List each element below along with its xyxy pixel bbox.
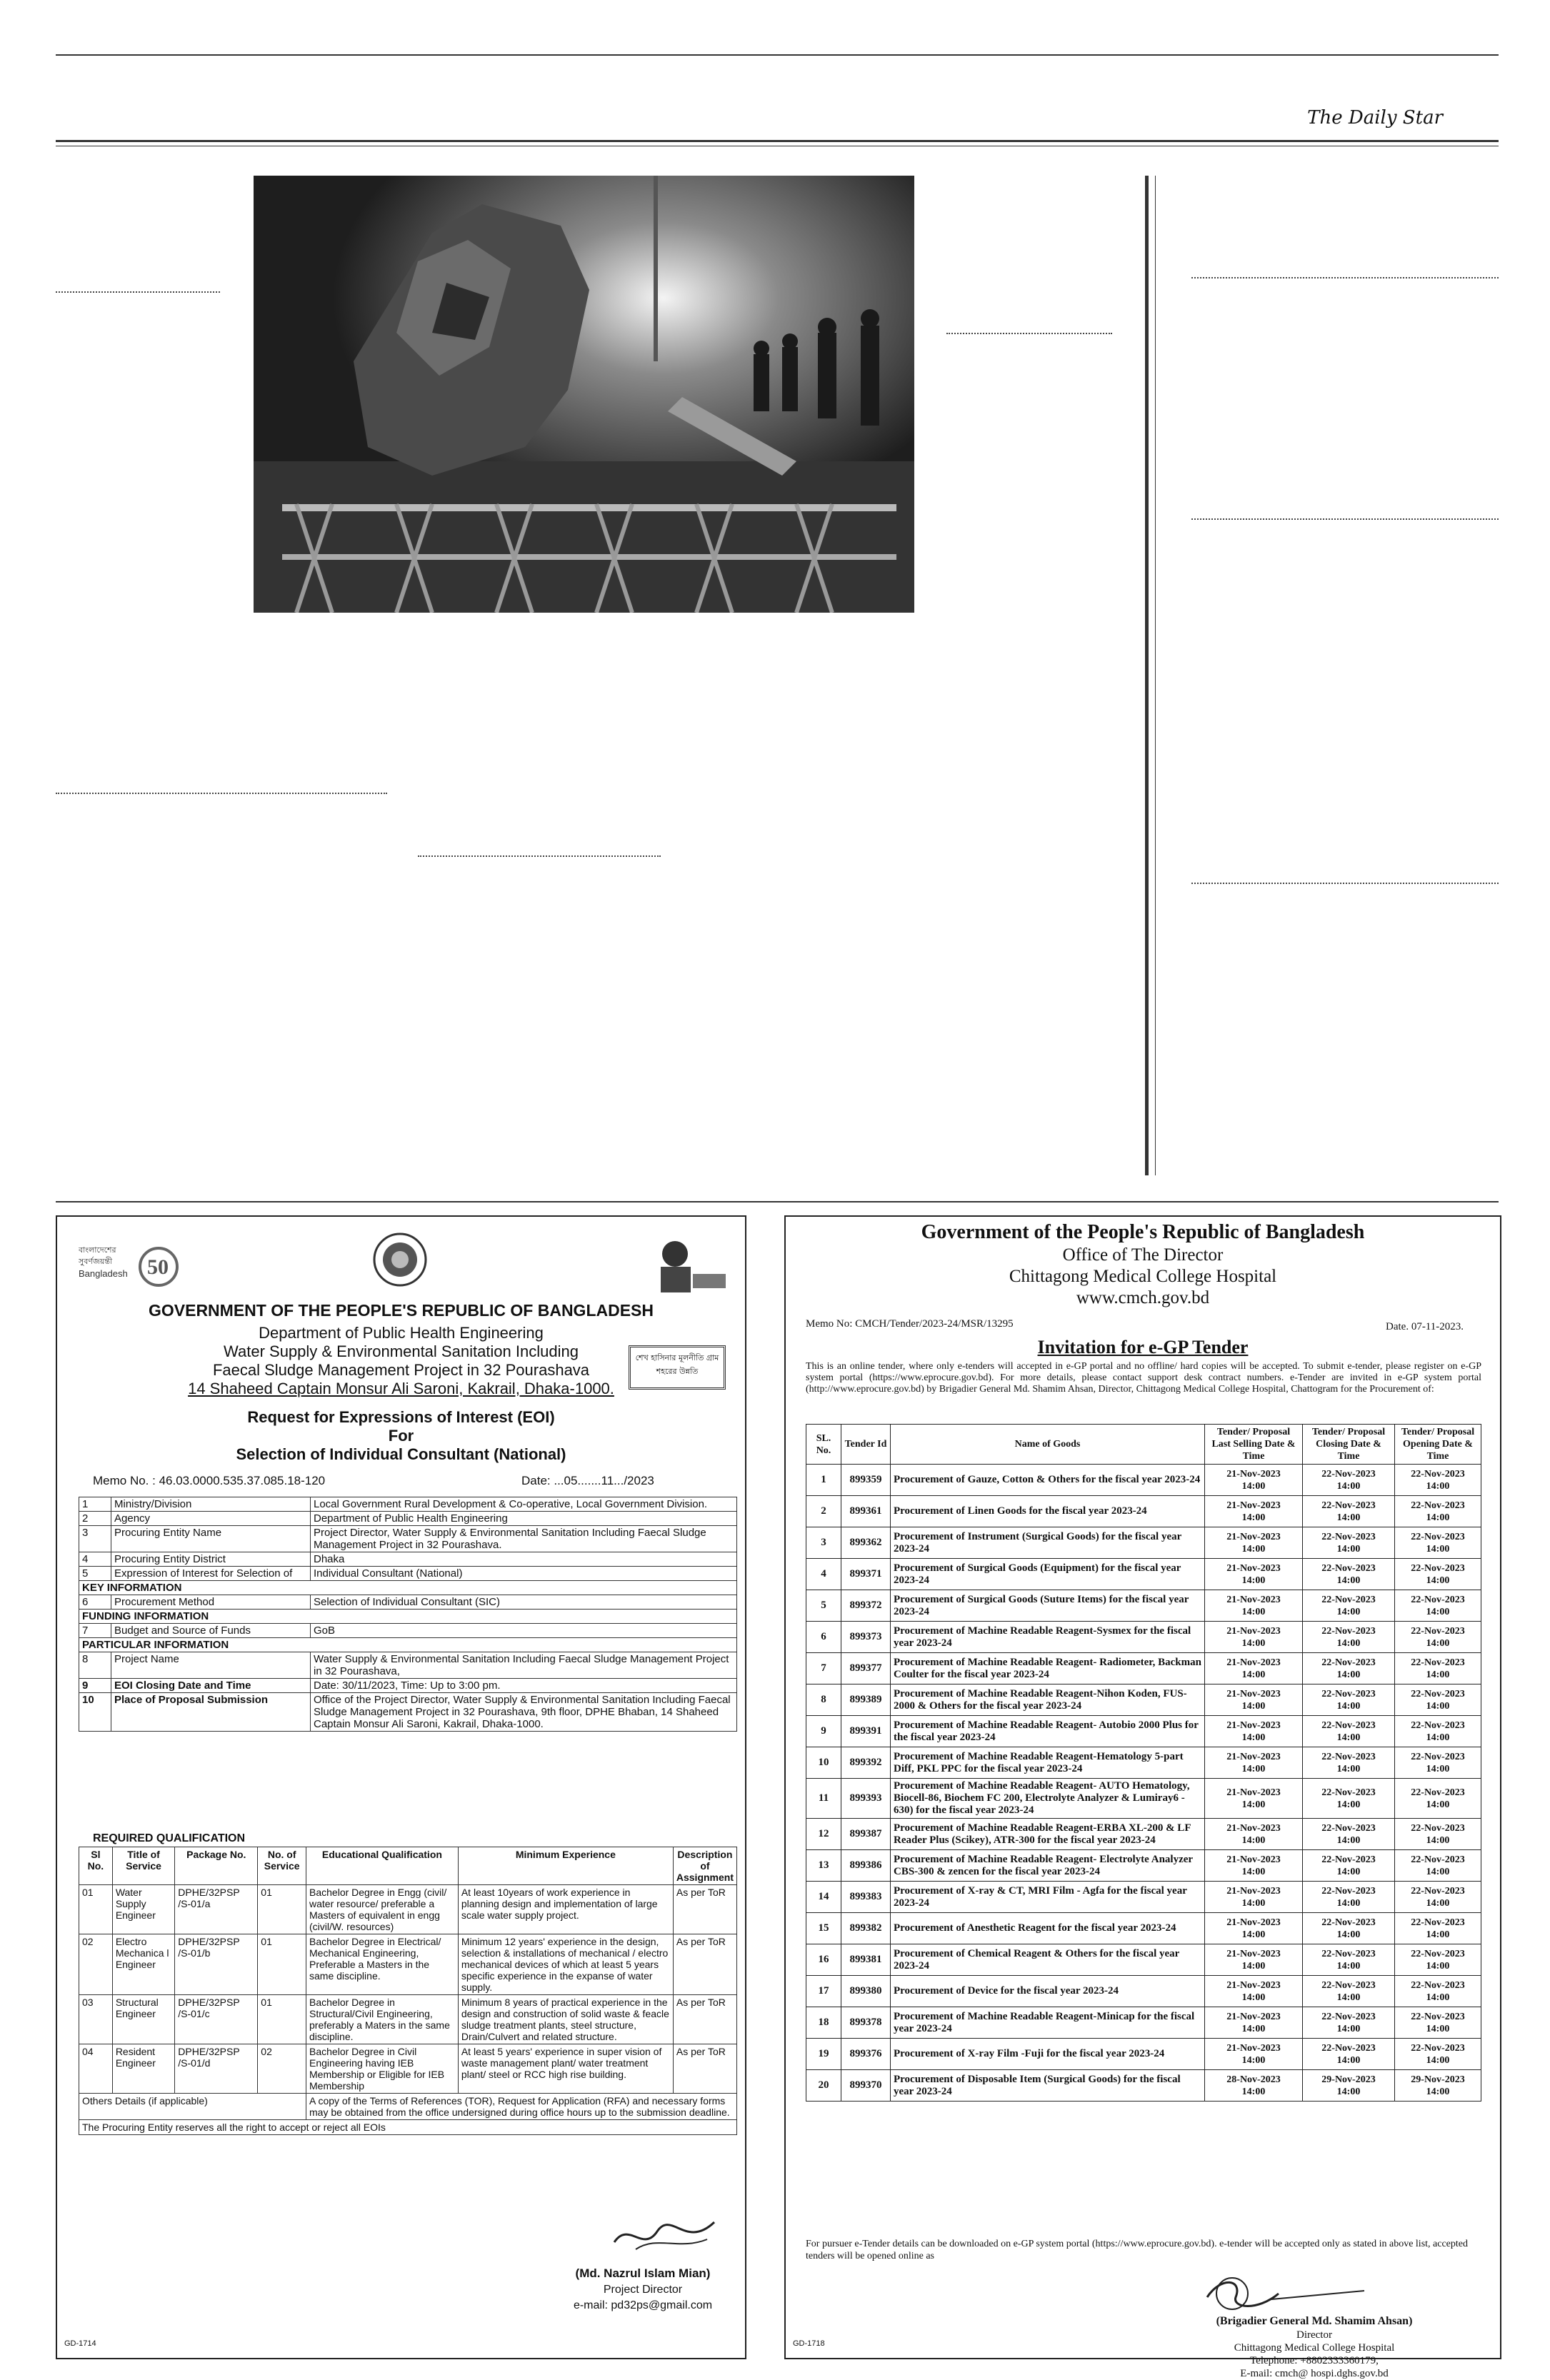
hospital-name: Chittagong Medical College Hospital <box>1009 1267 1277 1286</box>
table-row <box>806 1747 1481 1779</box>
table-row <box>806 1913 1481 1944</box>
closing-date-cell: 22-Nov-2023 14:00 <box>1303 1527 1395 1559</box>
opening-date-cell: 22-Nov-2023 14:00 <box>1395 1496 1481 1527</box>
sl-cell: 2 <box>806 1496 841 1527</box>
sl-cell: 4 <box>806 1559 841 1590</box>
opening-date-cell: 22-Nov-2023 14:00 <box>1395 1559 1481 1590</box>
goods-name-cell: Procurement of X-ray & CT, MRI Film - Agfa for the fiscal year 2023-24 <box>891 1882 1205 1913</box>
column-rule <box>1145 176 1149 1175</box>
selling-date-cell: 21-Nov-2023 14:00 <box>1205 1622 1303 1653</box>
news-photo <box>254 176 914 613</box>
goods-name-cell: Procurement of Instrument (Surgical Goods) for the fiscal year 2023-24 <box>891 1527 1205 1559</box>
opening-date-cell: 29-Nov-2023 14:00 <box>1395 2070 1481 2102</box>
eoi-subtitle: Selection of Individual Consultant (National) <box>236 1445 566 1463</box>
selling-date-cell: 21-Nov-2023 14:00 <box>1205 1850 1303 1882</box>
tender-id-cell: 899372 <box>841 1590 891 1622</box>
selling-date-cell: 21-Nov-2023 14:00 <box>1205 1747 1303 1779</box>
goods-name-cell: Procurement of Machine Readable Reagent-Minicap for the fiscal year 2023-24 <box>891 2007 1205 2039</box>
goods-name-cell: Procurement of Machine Readable Reagent- Radiometer, Backman Coulter for the fiscal year 2023-24 <box>891 1653 1205 1684</box>
goods-name-cell: Procurement of Surgical Goods (Suture Items) for the fiscal year 2023-24 <box>891 1590 1205 1622</box>
memo-number: Memo No. : 46.03.0000.535.37.085.18-120 <box>93 1474 326 1487</box>
table-row <box>806 1559 1481 1590</box>
tender-id-cell: 899389 <box>841 1684 891 1716</box>
sl-cell: 3 <box>806 1527 841 1559</box>
table-row: 9 EOI Closing Date and Time Date: 30/11/2023, Time: Up to 3:00 pm. <box>79 1679 737 1693</box>
qualification-table <box>79 1847 737 2135</box>
opening-date-cell: 22-Nov-2023 14:00 <box>1395 2007 1481 2039</box>
tender-id-cell: 899387 <box>841 1819 891 1850</box>
opening-date-cell: 22-Nov-2023 14:00 <box>1395 1944 1481 1976</box>
closing-date-cell: 22-Nov-2023 14:00 <box>1303 2039 1395 2070</box>
section-header: KEY INFORMATION <box>79 1581 737 1595</box>
table-row: 4 Procuring Entity District Dhaka <box>79 1552 737 1567</box>
table-row <box>806 1850 1481 1882</box>
selling-date-cell: 21-Nov-2023 14:00 <box>1205 1684 1303 1716</box>
office-name: Office of The Director <box>1062 1245 1224 1265</box>
goods-name-cell: Procurement of Machine Readable Reagent- AUTO Hematology, Biocell-86, Biochem FC 200, Electrolyte Analyzer & Lumiray6 - 630) for the fiscal year 2023-24 <box>891 1779 1205 1819</box>
opening-date-cell: 22-Nov-2023 14:00 <box>1395 1622 1481 1653</box>
tender-table <box>806 1424 1481 2102</box>
tender-id-cell: 899376 <box>841 2039 891 2070</box>
table-row: 01 Water Supply Engineer DPHE/32PSP /S-01/a 01 Bachelor Degree in Engg (civil/ water resource/ preferable a Masters of equivalent in engg (civil/W. resources) At least 10years of work experience in planning design and implementation of large scale water supply project. As per ToR <box>79 1885 737 1934</box>
masthead-logo: The Daily Star <box>1307 107 1443 129</box>
separator <box>1191 277 1499 278</box>
closing-date-cell: 22-Nov-2023 14:00 <box>1303 1590 1395 1622</box>
goods-name-cell: Procurement of Surgical Goods (Equipment) for the fiscal year 2023-24 <box>891 1559 1205 1590</box>
ad-code: GD-1714 <box>64 2339 96 2348</box>
opening-date-cell: 22-Nov-2023 14:00 <box>1395 1819 1481 1850</box>
opening-date-cell: 22-Nov-2023 14:00 <box>1395 1747 1481 1779</box>
goods-name-cell: Procurement of Machine Readable Reagent-Hematology 5-part Diff, PKL PPC for the fiscal year 2023-24 <box>891 1747 1205 1779</box>
eoi-advertisement <box>56 1215 746 2359</box>
closing-date-cell: 22-Nov-2023 14:00 <box>1303 1850 1395 1882</box>
sl-cell: 6 <box>806 1622 841 1653</box>
opening-date-cell: 22-Nov-2023 14:00 <box>1395 1465 1481 1496</box>
signatory-name: (Brigadier General Md. Shamim Ahsan) <box>1216 2315 1413 2327</box>
opening-date-cell: 22-Nov-2023 14:00 <box>1395 1779 1481 1819</box>
closing-date-cell: 22-Nov-2023 14:00 <box>1303 1913 1395 1944</box>
tender-id-cell: 899371 <box>841 1559 891 1590</box>
tender-title: Invitation for e-GP Tender <box>1037 1337 1249 1357</box>
table-row: 3 Procuring Entity Name Project Director, Water Supply & Environmental Sanitation Including Faecal Sludge Management Project in 32 Pourashava. <box>79 1526 737 1552</box>
tender-id-cell: 899383 <box>841 1882 891 1913</box>
signatory-email: E-mail: cmch@ hospi.dghs.gov.bd <box>1240 2368 1389 2379</box>
selling-date-cell: 21-Nov-2023 14:00 <box>1205 1913 1303 1944</box>
sl-cell: 12 <box>806 1819 841 1850</box>
top-rule <box>56 54 1499 56</box>
gov-heading: Government of the People's Republic of Bangladesh <box>921 1221 1365 1243</box>
opening-date-cell: 22-Nov-2023 14:00 <box>1395 1527 1481 1559</box>
closing-date-cell: 22-Nov-2023 14:00 <box>1303 1653 1395 1684</box>
signatory-name: (Md. Nazrul Islam Mian) <box>575 2266 711 2280</box>
memo-date: Date. 07-11-2023. <box>1386 1321 1464 1332</box>
sl-cell: 16 <box>806 1944 841 1976</box>
tender-id-cell: 899377 <box>841 1653 891 1684</box>
table-row: 02 Electro Mechanica l Engineer DPHE/32PSP /S-01/b 01 Bachelor Degree in Electrical/ Mechanical Engineering, Preferable a Masters in the same discipline. Minimum 12 years' experience in the design, selection & installations of mechanical / electro mechanical devices of which at least 5 years specific experience in the expanse of water supply. As per ToR <box>79 1934 737 1995</box>
sl-cell: 13 <box>806 1850 841 1882</box>
goods-name-cell: Procurement of Machine Readable Reagent-Nihon Koden, FUS-2000 & Others for the fiscal year 2023-24 <box>891 1684 1205 1716</box>
eoi-title: Request for Expressions of Interest (EOI) <box>247 1408 555 1426</box>
tender-id-cell: 899373 <box>841 1622 891 1653</box>
table-row <box>806 1590 1481 1622</box>
table-row <box>806 2007 1481 2039</box>
tender-id-cell: 899393 <box>841 1779 891 1819</box>
selling-date-cell: 21-Nov-2023 14:00 <box>1205 1819 1303 1850</box>
table-row: 8 Project Name Water Supply & Environmental Sanitation Including Faecal Sludge Management Project in 32 Pourashava, <box>79 1652 737 1679</box>
table-row <box>806 1653 1481 1684</box>
tender-id-cell: 899362 <box>841 1527 891 1559</box>
closing-date-cell: 22-Nov-2023 14:00 <box>1303 1779 1395 1819</box>
section-header: FUNDING INFORMATION <box>79 1610 737 1624</box>
signatory-title: Director <box>1296 2329 1332 2341</box>
selling-date-cell: 21-Nov-2023 14:00 <box>1205 1716 1303 1747</box>
sl-cell: 8 <box>806 1684 841 1716</box>
sl-cell: 11 <box>806 1779 841 1819</box>
table-row <box>806 1882 1481 1913</box>
tender-id-cell: 899381 <box>841 1944 891 1976</box>
government-seal-icon <box>371 1231 429 1288</box>
sl-cell: 5 <box>806 1590 841 1622</box>
eoi-title-for: For <box>388 1427 414 1445</box>
closing-date-cell: 22-Nov-2023 14:00 <box>1303 1976 1395 2007</box>
opening-date-cell: 22-Nov-2023 14:00 <box>1395 1684 1481 1716</box>
svg-text:50: 50 <box>147 1255 169 1279</box>
table-row: 1 Ministry/Division Local Government Rural Development & Co-operative, Local Government Division. <box>79 1497 737 1512</box>
table-row <box>806 1465 1481 1496</box>
table-header-row: Sl No. Title of Service Package No. No. of Service Educational Qualification Minimum Experience Description of Assignment <box>79 1847 737 1885</box>
selling-date-cell: 21-Nov-2023 14:00 <box>1205 1559 1303 1590</box>
selling-date-cell: 21-Nov-2023 14:00 <box>1205 1465 1303 1496</box>
table-row <box>806 1976 1481 2007</box>
website: www.cmch.gov.bd <box>1076 1288 1210 1307</box>
sl-cell: 7 <box>806 1653 841 1684</box>
table-row: The Procuring Entity reserves all the right to accept or reject all EOIs <box>79 2120 737 2135</box>
ad-code: GD-1718 <box>793 2339 825 2348</box>
closing-date-cell: 22-Nov-2023 14:00 <box>1303 2007 1395 2039</box>
eoi-info-table <box>79 1497 737 1732</box>
selling-date-cell: 21-Nov-2023 14:00 <box>1205 1496 1303 1527</box>
table-row: 2 Agency Department of Public Health Engineering <box>79 1512 737 1526</box>
table-row: 03 Structural Engineer DPHE/32PSP /S-01/c 01 Bachelor Degree in Structural/Civil Engineering, preferably a Maters in the same discipline. Minimum 8 years of practical experience in the design and construction of solid waste & feacle sludge treatment plants, steel structure, Drain/Culvert and related structure. As per ToR <box>79 1995 737 2044</box>
table-row <box>806 1622 1481 1653</box>
separator <box>1191 518 1499 520</box>
tender-id-cell: 899361 <box>841 1496 891 1527</box>
table-row: 04 Resident Engineer DPHE/32PSP /S-01/d 02 Bachelor Degree in Civil Engineering having IEB Membership or Eligible for IEB Membership At least 5 years' experience in super vision of waste management plant/ water treatment plant/ steel or RCC high rise building. As per ToR <box>79 2044 737 2094</box>
slogan-stamp: শেখ হাসিনার মূলনীতি গ্রাম শহরের উন্নতি <box>629 1345 726 1390</box>
goods-name-cell: Procurement of Machine Readable Reagent-ERBA XL-200 & LF Reader Plus (Scikey), ATR-300 for the fiscal year 2023-24 <box>891 1819 1205 1850</box>
closing-date-cell: 22-Nov-2023 14:00 <box>1303 1684 1395 1716</box>
footer-note: For pursuer e-Tender details can be downloaded on e-GP system portal (https://www.eprocure.gov.bd). e-tender will be accepted only as stated in above list, accepted tenders will be opened online as <box>806 2239 1468 2261</box>
sl-cell: 17 <box>806 1976 841 2007</box>
table-row: Others Details (if applicable) A copy of the Terms of References (TOR), Request for Application (RFA) and necessary forms may be obtained from the office undersigned during office hours up to the submission deadline. <box>79 2094 737 2120</box>
table-row <box>806 1527 1481 1559</box>
table-row <box>806 2039 1481 2070</box>
table-row <box>806 2070 1481 2102</box>
sl-cell: 19 <box>806 2039 841 2070</box>
closing-date-cell: 29-Nov-2023 14:00 <box>1303 2070 1395 2102</box>
table-row <box>806 1496 1481 1527</box>
opening-date-cell: 22-Nov-2023 14:00 <box>1395 1716 1481 1747</box>
tender-id-cell: 899378 <box>841 2007 891 2039</box>
selling-date-cell: 21-Nov-2023 14:00 <box>1205 1590 1303 1622</box>
dept-name: Department of Public Health Engineering <box>259 1324 544 1342</box>
tender-id-cell: 899392 <box>841 1747 891 1779</box>
sl-cell: 20 <box>806 2070 841 2102</box>
signature-image <box>607 2214 721 2256</box>
sl-cell: 10 <box>806 1747 841 1779</box>
sl-cell: 18 <box>806 2007 841 2039</box>
opening-date-cell: 22-Nov-2023 14:00 <box>1395 2039 1481 2070</box>
memo-date: Date: ...05.......11.../2023 <box>521 1474 654 1487</box>
signatory-title: Project Director <box>603 2284 683 2296</box>
svg-text:বাংলাদেশের: বাংলাদেশের <box>79 1245 116 1255</box>
goods-name-cell: Procurement of Anesthetic Reagent for the fiscal year 2023-24 <box>891 1913 1205 1944</box>
closing-date-cell: 22-Nov-2023 14:00 <box>1303 1944 1395 1976</box>
opening-date-cell: 22-Nov-2023 14:00 <box>1395 1590 1481 1622</box>
tender-id-cell: 899380 <box>841 1976 891 2007</box>
opening-date-cell: 22-Nov-2023 14:00 <box>1395 1850 1481 1882</box>
selling-date-cell: 21-Nov-2023 14:00 <box>1205 2007 1303 2039</box>
goods-name-cell: Procurement of X-ray Film -Fuji for the fiscal year 2023-24 <box>891 2039 1205 2070</box>
goods-name-cell: Procurement of Machine Readable Reagent- Autobio 2000 Plus for the fiscal year 2023-24 <box>891 1716 1205 1747</box>
table-row: 7 Budget and Source of Funds GoB <box>79 1624 737 1638</box>
section-rule <box>56 1201 1499 1202</box>
goods-name-cell: Procurement of Machine Readable Reagent- Electrolyte Analyzer CBS-300 & zencen for the fiscal year 2023-24 <box>891 1850 1205 1882</box>
opening-date-cell: 22-Nov-2023 14:00 <box>1395 1653 1481 1684</box>
table-row: 6 Procurement Method Selection of Individual Consultant (SIC) <box>79 1595 737 1610</box>
opening-date-cell: 22-Nov-2023 14:00 <box>1395 1882 1481 1913</box>
opening-date-cell: 22-Nov-2023 14:00 <box>1395 1913 1481 1944</box>
tender-id-cell: 899391 <box>841 1716 891 1747</box>
table-row <box>806 1819 1481 1850</box>
signature-image <box>1193 2272 1371 2315</box>
goods-name-cell: Procurement of Disposable Item (Surgical Goods) for the fiscal year 2023-24 <box>891 2070 1205 2102</box>
tender-id-cell: 899382 <box>841 1913 891 1944</box>
goods-name-cell: Procurement of Chemical Reagent & Others for the fiscal year 2023-24 <box>891 1944 1205 1976</box>
separator <box>1191 883 1499 884</box>
selling-date-cell: 21-Nov-2023 14:00 <box>1205 1882 1303 1913</box>
selling-date-cell: 21-Nov-2023 14:00 <box>1205 1653 1303 1684</box>
separator <box>56 793 387 794</box>
goods-name-cell: Procurement of Gauze, Cotton & Others for the fiscal year 2023-24 <box>891 1465 1205 1496</box>
svg-text:সুবর্ণজয়ন্তী: সুবর্ণজয়ন্তী <box>79 1257 113 1266</box>
closing-date-cell: 22-Nov-2023 14:00 <box>1303 1819 1395 1850</box>
signatory-email: e-mail: pd32ps@gmail.com <box>573 2299 713 2311</box>
sl-cell: 14 <box>806 1882 841 1913</box>
selling-date-cell: 21-Nov-2023 14:00 <box>1205 1944 1303 1976</box>
separator <box>56 291 220 293</box>
table-row: 10 Place of Proposal Submission Office of the Project Director, Water Supply & Environmental Sanitation Including Faecal Sludge Management Project in 32 Pourashava, 9th floor, DPHE Bhaban, 14 Shaheed Captain Monsur Ali Saroni, Kakrail, Dhaka-1000. <box>79 1693 737 1732</box>
goods-name-cell: Procurement of Machine Readable Reagent-Sysmex for the fiscal year 2023-24 <box>891 1622 1205 1653</box>
goods-name-cell: Procurement of Linen Goods for the fiscal year 2023-24 <box>891 1496 1205 1527</box>
tender-id-cell: 899370 <box>841 2070 891 2102</box>
selling-date-cell: 21-Nov-2023 14:00 <box>1205 1527 1303 1559</box>
table-header-row: SL. No. Tender Id Name of Goods Tender/ Proposal Last Selling Date & Time Tender/ Proposal Closing Date & Time Tender/ Proposal Opening Date & Time <box>806 1425 1481 1465</box>
table-row <box>806 1716 1481 1747</box>
project-line-2: Faecal Sludge Management Project in 32 Pourashava <box>212 1361 590 1379</box>
project-line-1: Water Supply & Environmental Sanitation Including <box>224 1342 579 1360</box>
table-row: 5 Expression of Interest for Selection of Individual Consultant (National) <box>79 1567 737 1581</box>
selling-date-cell: 21-Nov-2023 14:00 <box>1205 1779 1303 1819</box>
office-address: 14 Shaheed Captain Monsur Ali Saroni, Kakrail, Dhaka-1000. <box>188 1380 614 1397</box>
section-header: PARTICULAR INFORMATION <box>79 1638 737 1652</box>
signatory-phone: Telephone: +8802333360179, <box>1250 2355 1379 2366</box>
column-rule <box>1155 176 1156 1175</box>
closing-date-cell: 22-Nov-2023 14:00 <box>1303 1496 1395 1527</box>
selling-date-cell: 21-Nov-2023 14:00 <box>1205 2039 1303 2070</box>
table-row <box>806 1944 1481 1976</box>
selling-date-cell: 21-Nov-2023 14:00 <box>1205 1976 1303 2007</box>
closing-date-cell: 22-Nov-2023 14:00 <box>1303 1747 1395 1779</box>
table-row <box>806 1684 1481 1716</box>
selling-date-cell: 28-Nov-2023 14:00 <box>1205 2070 1303 2102</box>
golden-jubilee-logo <box>79 1238 179 1295</box>
masthead-rule-1 <box>56 140 1499 142</box>
separator <box>418 855 661 857</box>
closing-date-cell: 22-Nov-2023 14:00 <box>1303 1716 1395 1747</box>
svg-text:Bangladesh: Bangladesh <box>79 1268 128 1279</box>
memo-number: Memo No: CMCH/Tender/2023-24/MSR/13295 <box>806 1318 1014 1330</box>
sl-cell: 9 <box>806 1716 841 1747</box>
tender-intro: This is an online tender, where only e-tenders will accepted in e-GP portal and no offline/ hard copies will be accepted. To submit e-tender, please register on e-GP system portal (https://www.eprocure.gov.bd). For more details, please contact support desk contract numbers. e-Tender are invited in e-GP system portal (http://www.eprocure.gov.bd) by Brigadier General Md. Shamim Ahsan, Director, Chittagong Medical College Hospital, Chattogram for the Procurement of: <box>806 1361 1481 1395</box>
egp-tender-advertisement <box>784 1215 1501 2379</box>
table-row <box>806 1779 1481 1819</box>
closing-date-cell: 22-Nov-2023 14:00 <box>1303 1465 1395 1496</box>
closing-date-cell: 22-Nov-2023 14:00 <box>1303 1622 1395 1653</box>
portrait-image <box>650 1232 729 1295</box>
tender-id-cell: 899386 <box>841 1850 891 1882</box>
signatory-org: Chittagong Medical College Hospital <box>1234 2342 1395 2354</box>
closing-date-cell: 22-Nov-2023 14:00 <box>1303 1559 1395 1590</box>
closing-date-cell: 22-Nov-2023 14:00 <box>1303 1882 1395 1913</box>
required-qualification-heading: REQUIRED QUALIFICATION <box>93 1832 246 1844</box>
tender-id-cell: 899359 <box>841 1465 891 1496</box>
sl-cell: 1 <box>806 1465 841 1496</box>
sl-cell: 15 <box>806 1913 841 1944</box>
separator <box>946 333 1112 334</box>
goods-name-cell: Procurement of Device for the fiscal year 2023-24 <box>891 1976 1205 2007</box>
gov-heading: GOVERNMENT OF THE PEOPLE'S REPUBLIC OF BANGLADESH <box>148 1301 654 1320</box>
opening-date-cell: 22-Nov-2023 14:00 <box>1395 1976 1481 2007</box>
